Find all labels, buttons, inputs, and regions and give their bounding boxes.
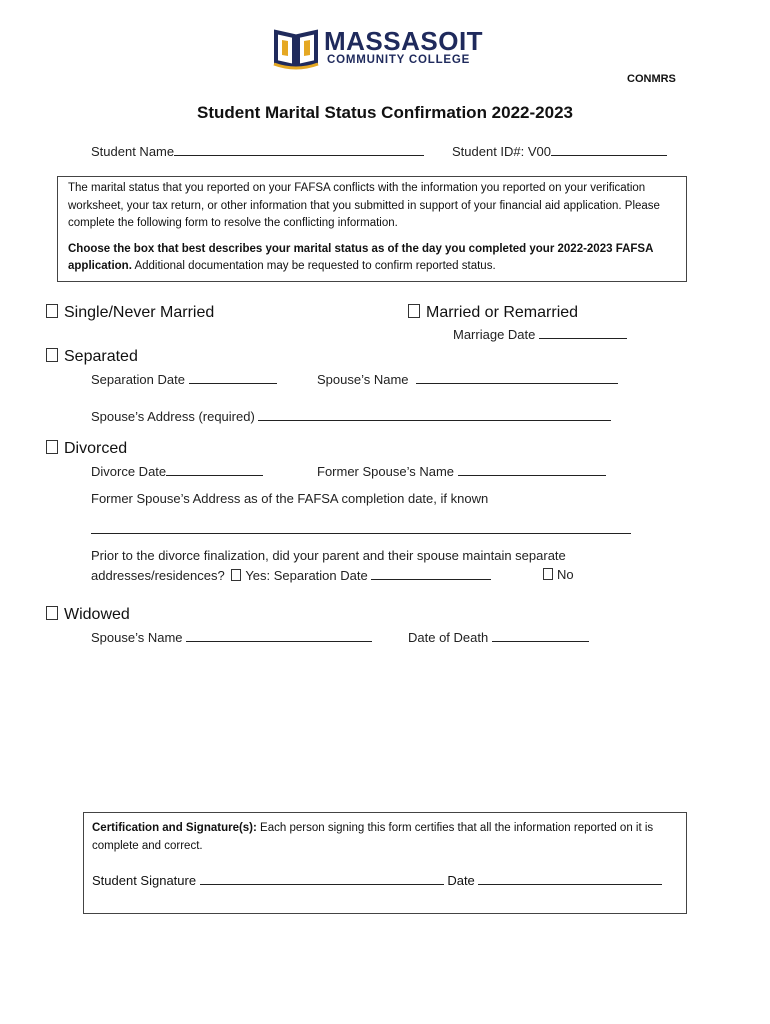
checkbox-single[interactable] <box>46 304 58 318</box>
option-married[interactable] <box>408 304 578 322</box>
checkbox-yes[interactable] <box>231 569 241 581</box>
prior-question-line1: Prior to the divorce finalization, did your parent and their spouse maintain separate <box>91 548 566 563</box>
signature-field[interactable] <box>200 872 444 885</box>
student-id-field[interactable] <box>551 143 667 156</box>
option-married-label: Married or Remarried <box>426 304 579 321</box>
date-of-death-label: Date of Death <box>408 630 489 645</box>
certification-body: Each person signing this form certifies that all the information reported on it is complete and correct. <box>92 822 654 852</box>
page-title: Student Marital Status Confirmation 2022-2023 <box>197 103 573 122</box>
no-label: No <box>557 567 574 582</box>
form-code: CONMRS <box>627 73 676 85</box>
widowed-spouse-name-row <box>91 629 372 645</box>
option-widowed-label: Widowed <box>64 606 130 623</box>
certification-heading: Certification and Signature(s): <box>92 822 257 834</box>
option-divorced[interactable] <box>46 440 127 458</box>
checkbox-no[interactable] <box>543 568 553 580</box>
notice-instruction <box>68 241 686 276</box>
option-separated[interactable] <box>46 348 138 366</box>
option-single-label: Single/Never Married <box>64 304 215 321</box>
checkbox-separated[interactable] <box>46 348 58 362</box>
yes-separation-date-field[interactable] <box>371 567 491 580</box>
spouse-name-row <box>317 371 618 387</box>
divorce-date-field[interactable] <box>166 463 263 476</box>
divorce-date-label: Divorce Date <box>91 464 167 479</box>
option-widowed[interactable] <box>46 606 130 624</box>
college-logo <box>272 26 502 72</box>
widowed-spouse-name-label: Spouse’s Name <box>91 630 183 645</box>
date-of-death-row <box>408 629 589 645</box>
no-option[interactable] <box>543 567 574 582</box>
checkbox-divorced[interactable] <box>46 440 58 454</box>
former-spouse-name-field[interactable] <box>458 463 606 476</box>
former-spouse-name-row <box>317 463 606 479</box>
signature-date-field[interactable] <box>478 872 662 885</box>
student-id-row <box>452 143 667 159</box>
student-name-label: Student Name <box>91 144 175 159</box>
logo-subtitle: COMMUNITY COLLEGE <box>327 54 471 66</box>
former-spouse-name-label: Former Spouse’s Name <box>317 464 455 479</box>
option-single[interactable] <box>46 304 214 322</box>
open-book-icon <box>272 26 320 70</box>
yes-label: Yes: Separation Date <box>245 568 368 583</box>
spouse-name-field[interactable] <box>416 371 618 384</box>
spouse-name-label: Spouse’s Name <box>317 372 409 387</box>
spouse-address-row <box>91 408 611 424</box>
instruction-bold: Choose the box that best describes your marital status as of the day you completed your 2022-2023 FAFSA application. <box>68 242 653 272</box>
logo-wordmark: MASSASOIT <box>324 26 484 56</box>
separation-date-field[interactable] <box>189 371 277 384</box>
certification-box <box>83 812 687 914</box>
option-divorced-label: Divorced <box>64 440 128 457</box>
certification-text <box>92 819 686 855</box>
prior-question-row <box>91 567 491 583</box>
signature-row <box>92 872 686 888</box>
date-of-death-field[interactable] <box>492 629 589 642</box>
student-name-field[interactable] <box>174 143 424 156</box>
spouse-address-field[interactable] <box>258 408 611 421</box>
signature-date-label: Date <box>447 873 475 888</box>
former-spouse-address-label: Former Spouse’s Address as of the FAFSA completion date, if known <box>91 491 489 506</box>
signature-label: Student Signature <box>92 873 197 888</box>
notice-box <box>57 176 687 282</box>
notice-paragraph: The marital status that you reported on your FAFSA conflicts with the information you reported on your verification worksheet, your tax return, or other information that you submitted in support of your financial aid application. Please complete the following form to resolve the conflicting information. <box>68 182 660 229</box>
marriage-date-field[interactable] <box>539 326 627 339</box>
checkbox-widowed[interactable] <box>46 606 58 620</box>
widowed-spouse-name-field[interactable] <box>186 629 372 642</box>
checkbox-married[interactable] <box>408 304 420 318</box>
prior-question-line2: addresses/residences? <box>91 568 225 583</box>
former-spouse-address-field[interactable] <box>91 533 631 534</box>
student-name-row <box>91 143 424 159</box>
divorce-date-row <box>91 463 263 479</box>
spouse-address-label: Spouse’s Address (required) <box>91 409 255 424</box>
student-id-label: Student ID#: V00 <box>452 144 552 159</box>
marriage-date-label: Marriage Date <box>453 327 536 342</box>
option-separated-label: Separated <box>64 348 138 365</box>
separation-date-row <box>91 371 277 387</box>
separation-date-label: Separation Date <box>91 372 185 387</box>
marriage-date-row <box>453 326 627 342</box>
instruction-rest: Additional documentation may be requested to confirm reported status. <box>131 260 496 272</box>
